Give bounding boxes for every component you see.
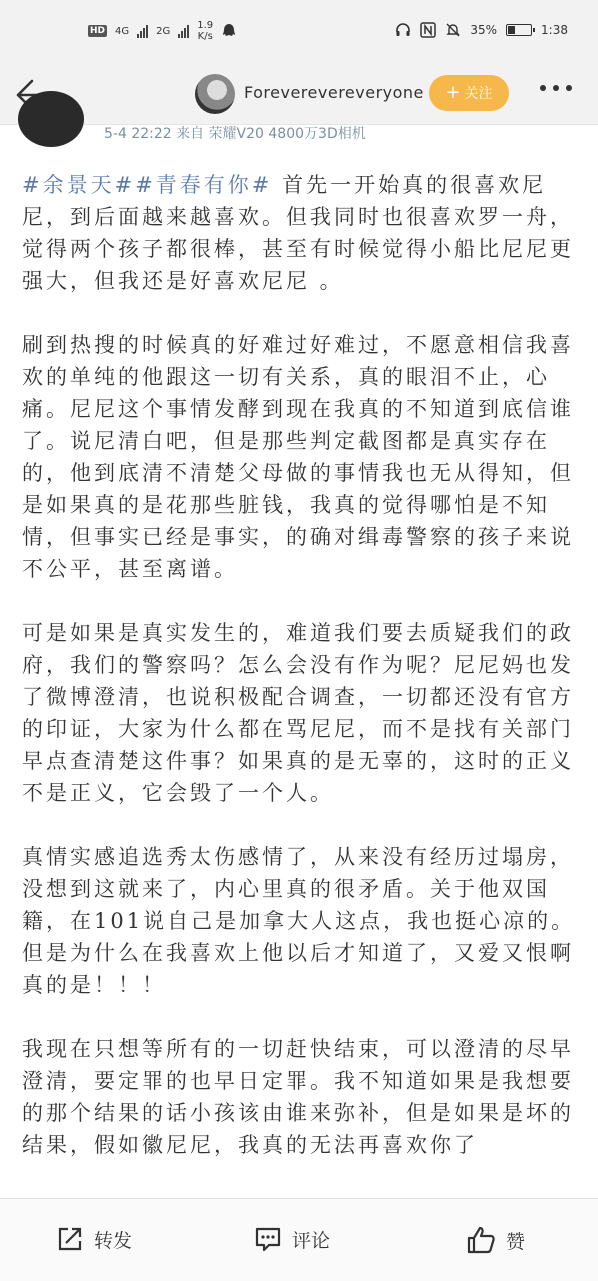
post-header: [0, 66, 598, 125]
more-dot-icon: [566, 85, 572, 91]
post-content-area: [0, 125, 598, 1198]
battery-icon: [506, 24, 532, 36]
clock: 1:38: [541, 23, 568, 37]
post-author-avatar[interactable]: [18, 91, 84, 147]
comment-button[interactable]: [254, 1225, 330, 1253]
follow-label: 关注: [464, 86, 493, 102]
hashtag-link[interactable]: #余景天#: [22, 173, 136, 197]
thumbs-up-icon: [466, 1225, 496, 1255]
status-left: [88, 20, 237, 42]
signal-1-icon: [137, 24, 148, 38]
repost-label: 转发: [94, 1229, 133, 1252]
post-meta: 5-4 22:22 来自 荣耀V20 4800万3D相机: [104, 126, 366, 142]
hashtag-link[interactable]: #青春有你#: [135, 173, 273, 197]
author-avatar[interactable]: [195, 74, 235, 114]
signal-2-icon: [178, 24, 189, 38]
post-paragraph-4: 真情实感追选秀太伤感情了，从来没有经历过塌房，没想到这就来了，内心里真的很矛盾。关于他双国籍，在101说自己是加拿大人这点，我也挺心凉的。但是为什么在我喜欢上他以后才知道了，又爱又恨啊真的是！！！: [22, 845, 576, 997]
post-body: [22, 169, 578, 1193]
repost-button[interactable]: [56, 1225, 132, 1253]
battery-fill: [508, 26, 515, 34]
net-speed-value: 1.9: [197, 20, 214, 31]
network-2-label: 2G: [156, 25, 171, 37]
repost-icon: [56, 1225, 84, 1253]
bottom-action-bar: [0, 1198, 598, 1281]
more-options-button[interactable]: [540, 85, 572, 91]
battery-percent: 35%: [470, 23, 498, 37]
assistant-icon: [221, 23, 237, 39]
net-speed: [197, 20, 213, 42]
status-right: [395, 22, 568, 38]
post-paragraph-5: 我现在只想等所有的一切赶快结束，可以澄清的尽早澄清，要定罪的也早日定罪。我不知道如果是我想要的那个结果的话小孩该由谁来弥补，但是如果是坏的结果，假如徽尼尼，我真的无法再喜欢你了: [22, 1037, 574, 1157]
comment-icon: [254, 1225, 282, 1253]
follow-button[interactable]: [429, 75, 509, 111]
hd-badge: HD: [90, 26, 106, 36]
paragraph-text: 首先一开始真的很喜欢尼尼，到后面越来越喜欢。但我同时也很喜欢罗一舟，觉得两个孩子都很棒，甚至有时候觉得小船比尼尼更强大，但我还是好喜欢尼尼 。: [22, 173, 574, 293]
mute-bell-icon: [445, 22, 461, 38]
like-label: 赞: [506, 1230, 526, 1253]
more-dot-icon: [553, 85, 559, 91]
post-paragraph-2: 刷到热搜的时候真的好难过好难过，不愿意相信我喜欢的单纯的他跟这一切有关系，真的眼泪不止，心痛。尼尼这个事情发酵到现在我真的不知道到底信谁了。说尼清白吧，但是那些判定截图都是真实存在的，他到底清不清楚父母做的事情我也无从得知，但是如果真的是花那些脏钱，我真的觉得哪怕是不知情，但事实已经是事实，的确对缉毒警察的孩子来说不公平，甚至离谱。: [22, 333, 574, 581]
post-paragraph-1: [22, 169, 578, 297]
comment-label: 评论: [292, 1229, 331, 1252]
more-dot-icon: [540, 85, 546, 91]
net-speed-unit: K/s: [197, 31, 213, 42]
like-button[interactable]: [466, 1225, 525, 1255]
author-name[interactable]: Foreverevereveryone: [244, 83, 424, 102]
status-bar: [0, 0, 598, 66]
plus-icon: +: [445, 82, 461, 103]
nfc-icon: [420, 22, 436, 38]
post-paragraph-3: 可是如果是真实发生的，难道我们要去质疑我们的政府，我们的警察吗？怎么会没有作为呢？尼尼妈也发了微博澄清，也说积极配合调查，一切都还没有官方的印证，大家为什么都在骂尼尼，而不是找有关部门早点查清楚这件事？如果真的是无辜的，这时的正义不是正义，它会毁了一个人。: [22, 621, 574, 805]
network-1-label: 4G: [115, 25, 130, 37]
headphones-icon: [395, 22, 411, 38]
